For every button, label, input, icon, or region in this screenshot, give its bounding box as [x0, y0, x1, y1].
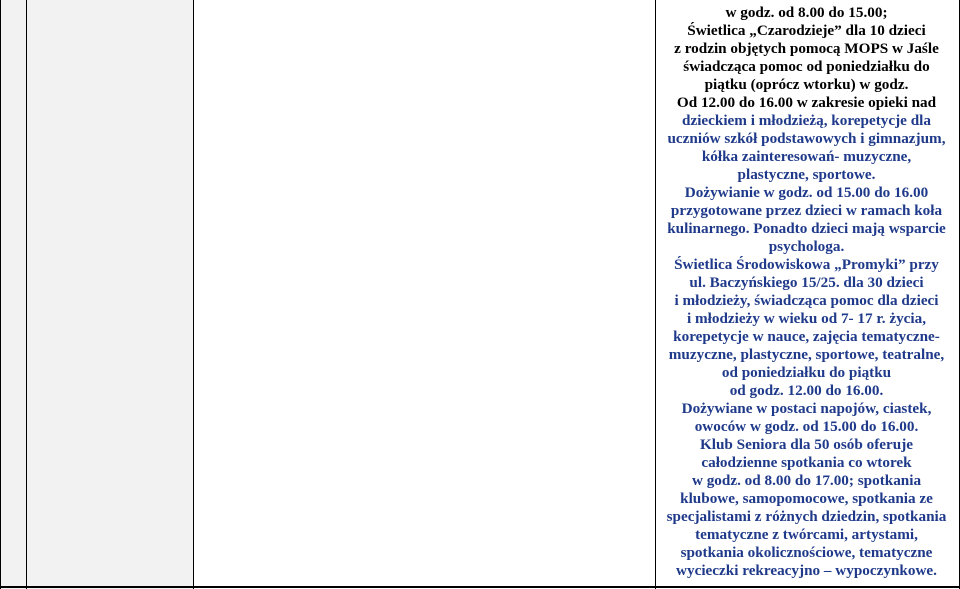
text-line: całodzienne spotkania co wtorek	[701, 454, 912, 471]
text-line: uczniów szkół podstawowych i gimnazjum,	[667, 130, 946, 147]
text-line: świadcząca pomoc od poniedziałku do	[683, 58, 930, 75]
text-line: i młodzieży, świadcząca pomoc dla dzieci	[674, 292, 939, 309]
text-line: od poniedziałku do piątku	[721, 364, 892, 381]
text-line: w godz. od 8.00 do 17.00; spotkania	[691, 472, 922, 489]
text-line: Świetlica „Czarodzieje” dla 10 dzieci	[687, 22, 926, 39]
table-cell-description	[193, 0, 655, 589]
table-cell-number	[0, 0, 26, 589]
text-line: i młodzieży w wieku od 7- 17 r. życia,	[686, 310, 927, 327]
text-line: Od 12.00 do 16.00 w zakresie opieki nad	[676, 94, 937, 111]
text-line: tematyczne z twórcami, artystami,	[695, 526, 918, 543]
text-line: korepetycje w nauce, zajęcia tematyczne-	[673, 328, 940, 345]
text-line: dzieckiem i młodzieżą, korepetycje dla	[682, 112, 931, 129]
text-line: od godz. 12.00 do 16.00.	[729, 382, 884, 399]
text-line: piątku (oprócz wtorku) w godz.	[704, 76, 909, 93]
text-line: przygotowane przez dzieci w ramach koła	[670, 202, 943, 219]
text-line: w godz. od 8.00 do 15.00;	[725, 4, 888, 21]
text-line: owoców w godz. od 15.00 do 16.00.	[694, 418, 919, 435]
text-line: z rodzin objętych pomocą MOPS w Jaśle	[674, 40, 939, 57]
text-line: Klub Seniora dla 50 osób oferuje	[699, 436, 914, 453]
text-line: muzyczne, plastyczne, sportowe, teatralne,	[668, 346, 945, 363]
text-line: plastyczne, sportowe.	[737, 166, 876, 183]
text-line: wycieczki rekreacyjno – wypoczynkowe.	[676, 562, 937, 579]
text-line: Świetlica Środowiskowa „Promyki” przy	[674, 256, 939, 273]
text-line: kółka zainteresowań- muzyczne,	[701, 148, 912, 165]
text-line: ul. Baczyńskiego 15/25. dla 30 dzieci	[689, 274, 924, 291]
text-line: Dożywiane w postaci napojów, ciastek,	[681, 400, 932, 417]
text-line: klubowe, samopomocowe, spotkania ze	[680, 490, 933, 507]
text-line: Dożywianie w godz. od 15.00 do 16.00	[684, 184, 929, 201]
text-line: kulinarnego. Ponadto dzieci mają wsparcie	[667, 220, 946, 237]
table-cell-name	[26, 0, 193, 589]
text-line: specjalistami z różnych dziedzin, spotkania	[666, 508, 947, 525]
text-line: psychologa.	[768, 238, 845, 255]
cell-text-block	[656, 4, 957, 580]
table-bottom-border	[0, 586, 960, 588]
text-line: spotkania okolicznościowe, tematyczne	[680, 544, 933, 561]
